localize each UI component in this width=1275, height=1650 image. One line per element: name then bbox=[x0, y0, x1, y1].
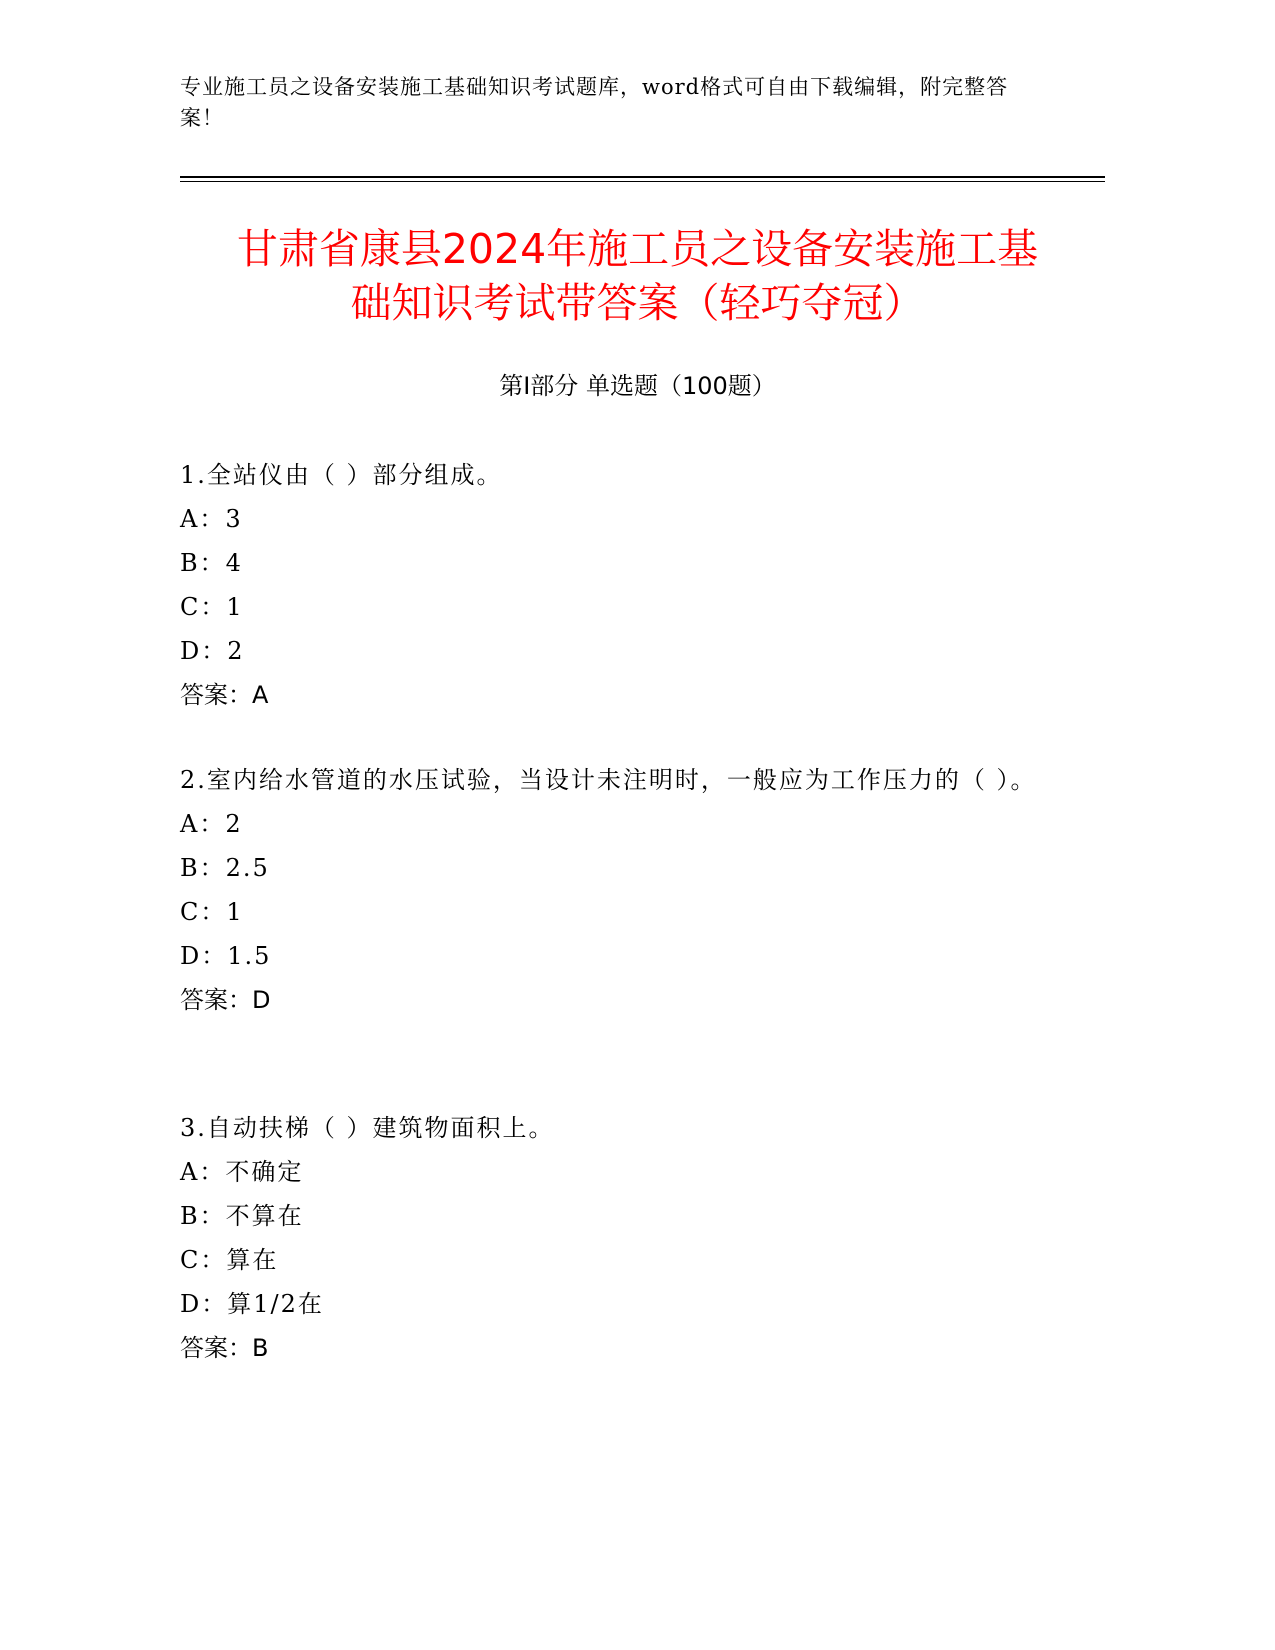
option-c: C：1 bbox=[180, 593, 244, 621]
answer: 答案：D bbox=[180, 986, 271, 1014]
option-c: C：算在 bbox=[180, 1246, 279, 1274]
option-b: B：4 bbox=[180, 549, 243, 577]
question-stem: 2.室内给水管道的水压试验，当设计未注明时，一般应为工作压力的（ ）。 bbox=[180, 766, 1037, 794]
option-d: D：算1/2在 bbox=[180, 1290, 324, 1318]
header-divider-thin bbox=[180, 181, 1105, 182]
question-2 bbox=[180, 758, 1040, 1022]
option-a: A：2 bbox=[180, 810, 243, 838]
answer: 答案：A bbox=[180, 681, 269, 709]
header-divider-thick bbox=[180, 176, 1105, 178]
section-title: 第Ⅰ部分 单选题（100题） bbox=[499, 372, 776, 400]
question-stem: 3.自动扶梯（ ）建筑物面积上。 bbox=[180, 1114, 555, 1142]
question-stem: 1.全站仪由（ ）部分组成。 bbox=[180, 461, 503, 489]
document-title-line-2: 础知识考试带答案（轻巧夺冠） bbox=[350, 279, 925, 327]
option-c: C：1 bbox=[180, 898, 244, 926]
document-title-line-1: 甘肃省康县2024年施工员之设备安装施工基 bbox=[236, 225, 1039, 273]
question-3 bbox=[180, 1106, 1040, 1370]
header-note: 专业施工员之设备安装施工基础知识考试题库，word格式可自由下载编辑，附完整答案！ bbox=[180, 75, 1009, 130]
option-d: D：1.5 bbox=[180, 942, 272, 970]
option-b: B：2.5 bbox=[180, 854, 270, 882]
option-d: D：2 bbox=[180, 637, 245, 665]
option-b: B：不算在 bbox=[180, 1202, 304, 1230]
question-1 bbox=[180, 453, 1040, 717]
answer: 答案：B bbox=[180, 1334, 269, 1362]
option-a: A：3 bbox=[180, 505, 243, 533]
document-title bbox=[150, 222, 1125, 330]
option-a: A：不确定 bbox=[180, 1158, 304, 1186]
